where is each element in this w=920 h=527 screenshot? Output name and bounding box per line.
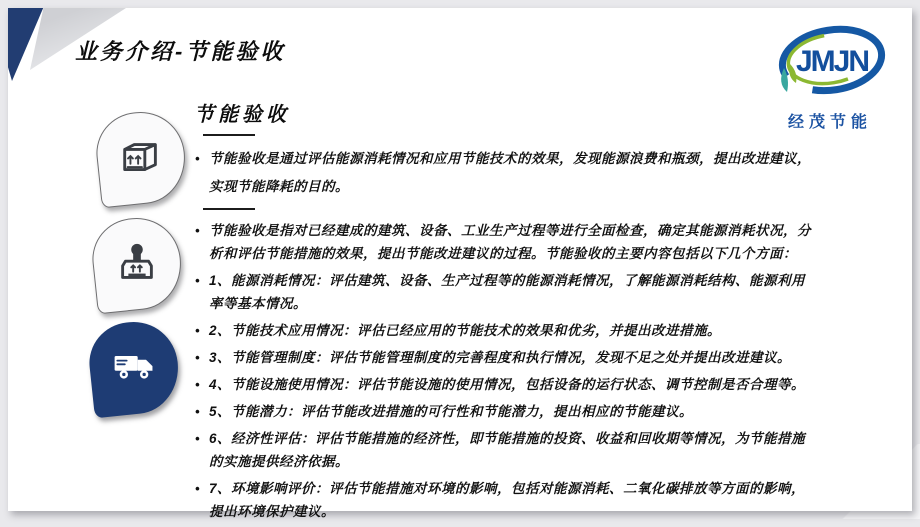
detail-list [194,219,818,523]
detail-bullet-2: • 2、节能技术应用情况：评估已经应用的节能技术的效果和优劣，并提出改进措施。 [194,319,818,342]
detail-bullet-1: • 1、能源消耗情况：评估建筑、设备、生产过程等的能源消耗情况，了解能源消耗结构、能源利用率等基本情况。 [194,269,818,315]
detail-bullet-6: • 6、经济性评估：评估节能措施的经济性，即节能措施的投资、收益和回收期等情况，为节能措施的实施提供经济依据。 [194,427,818,473]
delivery-truck-icon [85,318,182,419]
detail-bullet-3: • 3、节能管理制度：评估节能管理制度的完善程度和执行情况，发现不足之处并提出改进建议。 [194,346,818,369]
detail-bullet-5: • 5、节能潜力：评估节能改进措施的可行性和节能潜力，提出相应的节能建议。 [194,400,818,423]
section-divider [203,208,255,210]
intro-bullet: • 节能验收是通过评估能源消耗情况和应用节能技术的效果，发现能源浪费和瓶颈，提出改进建议，实现节能降耗的目的。 [194,145,818,201]
approval-stamp-icon [88,214,185,315]
detail-bullet-overview: • 节能验收是指对已经建成的建筑、设备、工业生产过程等进行全面检查，确定其能源消耗状况，分析和评估节能措施的效果，提出节能改进建议的过程。节能验收的主要内容包括以下几个方面： [194,219,818,265]
presentation-slide [8,8,912,519]
heading-divider [203,134,255,136]
detail-bullet-4: • 4、节能设施使用情况：评估节能设施的使用情况，包括设备的运行状态、调节控制是否合理等。 [194,373,818,396]
section-heading: 节能验收 [194,104,290,126]
intro-list [194,145,818,201]
package-box-icon [92,108,189,209]
svg-text:JMJN: JMJN [795,45,869,78]
content-area [194,98,818,527]
company-name: 经茂节能 [787,114,872,131]
page-title: 业务介绍-节能验收 [75,39,286,64]
jmjn-logo-icon [766,22,894,102]
detail-bullet-7: • 7、环境影响评价：评估节能措施对环境的影响，包括对能源消耗、二氧化碳排放等方面的影响，提出环境保护建议。 [194,477,818,523]
